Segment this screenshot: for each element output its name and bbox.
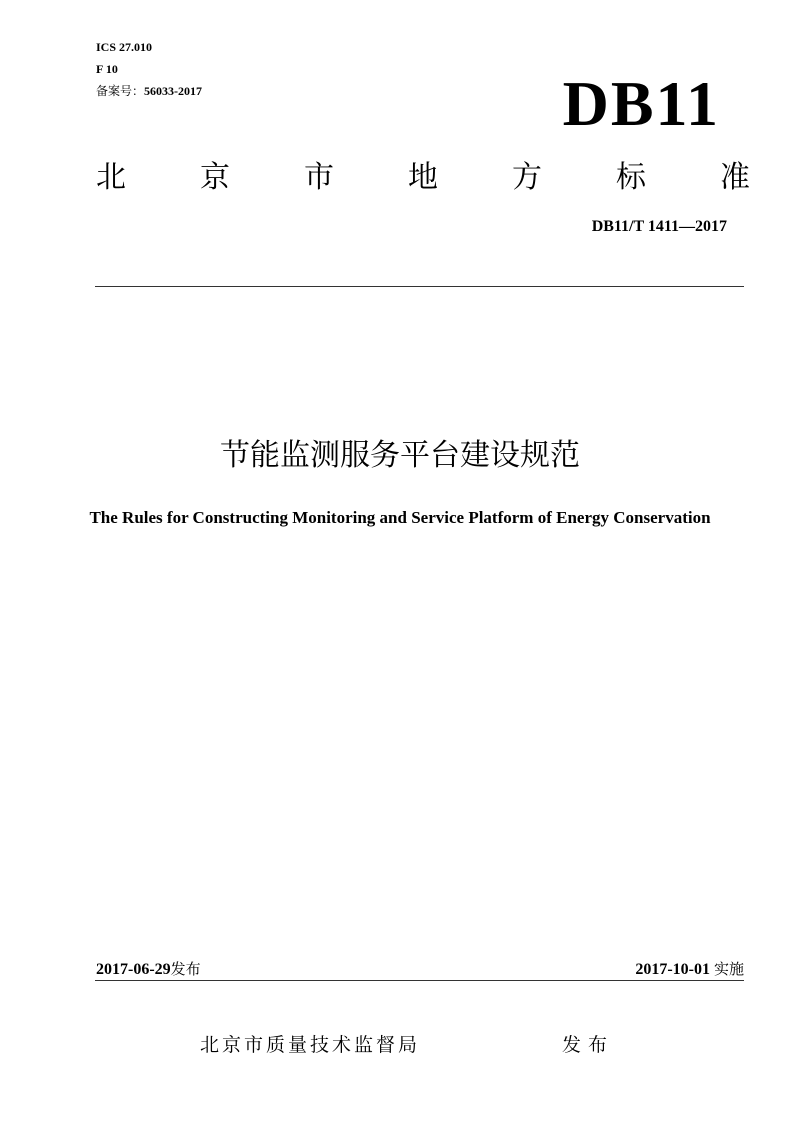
db11-logo: DB11: [562, 68, 720, 139]
standard-type-heading: [96, 158, 750, 198]
standard-type-char: 地: [408, 160, 438, 195]
implement-date: 2017-10-01: [635, 961, 710, 978]
implement-date-line: [635, 958, 744, 979]
publish-label: 发布: [170, 960, 201, 978]
standard-type-char: 京: [200, 160, 230, 195]
record-number-line: [96, 84, 202, 98]
standard-type-char: 方: [512, 160, 542, 195]
publish-date: 2017-06-29: [96, 961, 171, 978]
title-english: The Rules for Constructing Monitoring and Service Platform of Energy Conservation: [89, 508, 711, 527]
record-number-label: 备案号：: [96, 84, 145, 98]
record-number-value: 56033-2017: [144, 84, 203, 98]
standard-type-char: 北: [96, 160, 126, 195]
standard-code: DB11/T 1411—2017: [591, 218, 727, 235]
publish-date-line: [96, 958, 201, 979]
title-chinese: 节能监测服务平台建设规范: [220, 438, 580, 473]
issue-action: 发布: [562, 1034, 615, 1056]
bottom-divider: [95, 980, 744, 981]
implement-label: 实施: [713, 960, 744, 978]
issuing-authority: 北京市质量技术监督局: [200, 1034, 421, 1056]
classification-code: F 10: [96, 62, 118, 76]
standard-type-char: 市: [304, 160, 334, 195]
ics-code: ICS 27.010: [96, 40, 153, 54]
standard-type-char: 准: [720, 160, 750, 195]
top-divider: [95, 286, 744, 287]
standard-type-char: 标: [616, 160, 646, 195]
